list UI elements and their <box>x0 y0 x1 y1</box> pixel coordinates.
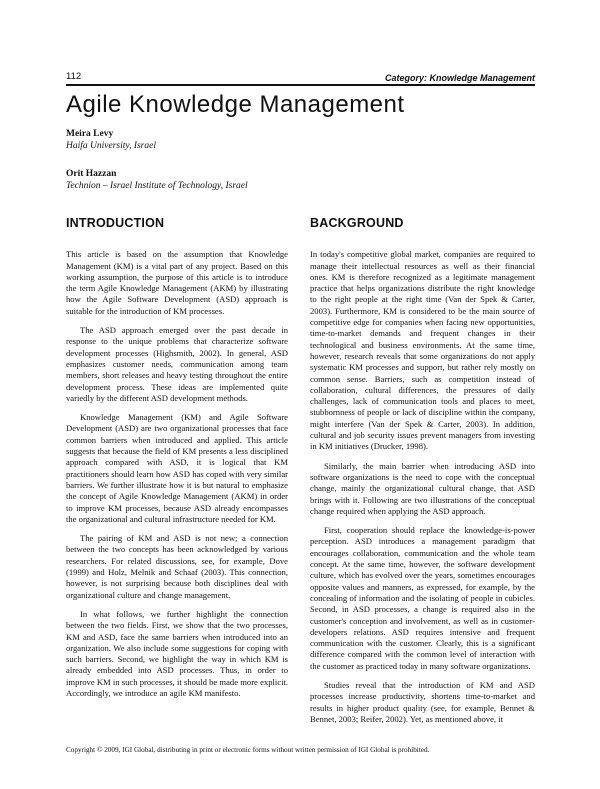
introduction-section <box>66 218 288 707</box>
author-name: Orit Hazzan <box>66 169 117 179</box>
copyright-footer: Copyright © 2009, IGI Global, distributing in print or electronic forms without written permission of IGI Global is prohibited. <box>66 746 430 754</box>
paragraph: First, cooperation should replace the knowledge-is-power perception. ASD introduces a management paradigm that encourages collaboration, communication and the whole team concept. At the same time, however, the software development culture, which has evolved over the years, sometimes encourages opposite values and manners, as expressed, for example, by the concealing of information and the isolating of people in cubicles. Second, in ASD processes, a change is required also in the customer's conception and involvement, as well as in customer-developers relations. ASD requires intensive and frequent communication with the customer. Clearly, this is a significant difference compared with the common level of interaction with the customer as practiced today in many software organizations. <box>310 525 535 671</box>
author-affiliation: Technion – Israel Institute of Technology, Israel <box>66 181 248 191</box>
section-heading: BACKGROUND <box>310 216 404 230</box>
section-heading: INTRODUCTION <box>66 216 165 230</box>
author-name: Meira Levy <box>66 129 114 139</box>
author-affiliation: Haifa University, Israel <box>66 141 156 151</box>
paragraph: This article is based on the assumption that Knowledge Management (KM) is a vital part of any project. Based on this working assumption, the purpose of this article is to introduce the term Agile Knowledge Management (AKM) by illustrating how the Agile Software Development (ASD) approach is suitable for the introduction of KM processes. <box>66 249 288 316</box>
author-block <box>66 128 156 152</box>
paragraph: Similarly, the main barrier when introducing ASD into software organizations is the need to cope with the conceptual change, mainly the organizational cultural change, that ASD brings with it. Following are two illustrations of the conceptual change required when applying the ASD approach. <box>310 460 535 516</box>
category-label: Category: Knowledge Management <box>384 73 535 83</box>
page-number: 112 <box>66 71 82 82</box>
paragraph: The pairing of KM and ASD is not new; a connection between the two concepts has been acknowledged by various researchers. For related discussions, see, for example, Dove (1999) and Holz, Melnik and Schaaf (2003). This connection, however, is not surprising because both disciplines deal with organizational culture and change management. <box>66 533 288 600</box>
paragraph: In today's competitive global market, companies are required to manage their intellectual resources as well as their financial ones. KM is therefore recognized as a legitimate management practice that helps organizations distribute the right knowledge to the right people at the right time (Van der Spek & Carter, 2003). Furthermore, KM is considered to be the main source of competitive edge for companies when facing new opportunities, time-to-market demands and frequent changes in their technological and business environments. At the same time, however, research reveals that some organizations do not apply systematic KM processes and support, but rather rely mostly on common sense. Barriers, such as competition instead of collaboration, cultural differences, the pressures of daily challenges, lack of communication tools and places to meet, stubbornness of people or lack of discipline within the company, might interfere (Van der Spek & Carter, 2003). In addition, cultural and job security issues prevent managers from investing in KM initiatives (Drucker, 1998). <box>310 249 535 452</box>
paragraph: The ASD approach emerged over the past decade in response to the unique problems that characterize software development processes (Highsmith, 2002). In general, ASD emphasizes customer needs, communication among team members, short releases and heavy testing throughout the entire development process. These ideas are implemented quite variedly by the different ASD development methods. <box>66 325 288 403</box>
header-rule <box>66 84 535 86</box>
paragraph: Studies reveal that the introduction of KM and ASD processes increase productivity, shortens time-to-market and results in higher product quality (see, for example, Bennet & Bennet, 2003; Reifer, 2002). Yet, as mentioned above, it <box>310 679 535 724</box>
article-title: Agile Knowledge Management <box>66 91 405 118</box>
background-section <box>310 218 535 733</box>
paragraph: Knowledge Management (KM) and Agile Software Development (ASD) are two organizational processes that face common barriers when introduced and applied. This article suggests that because the field of KM presents a less disciplined approach compared with ASD, it is logical that KM practitioners should learn how ASD has coped with very similar barriers. We further illustrate how it is but natural to emphasize the concept of Agile Knowledge Management (AKM) in order to improve KM processes, because ASD already encompasses the organizational and cultural infrastructure needed for KM. <box>66 412 288 524</box>
paragraph: In what follows, we further highlight the connection between the two fields. First, we show that the two processes, KM and ASD, face the same barriers when introduced into an organization. We also include some suggestions for coping with such barriers. Second, we highlight the way in which KM is already embedded into ASD processes. Thus, in order to improve KM in such processes, it should be made more explicit. Accordingly, we introduce an agile KM manifesto. <box>66 608 288 698</box>
author-block <box>66 168 248 192</box>
